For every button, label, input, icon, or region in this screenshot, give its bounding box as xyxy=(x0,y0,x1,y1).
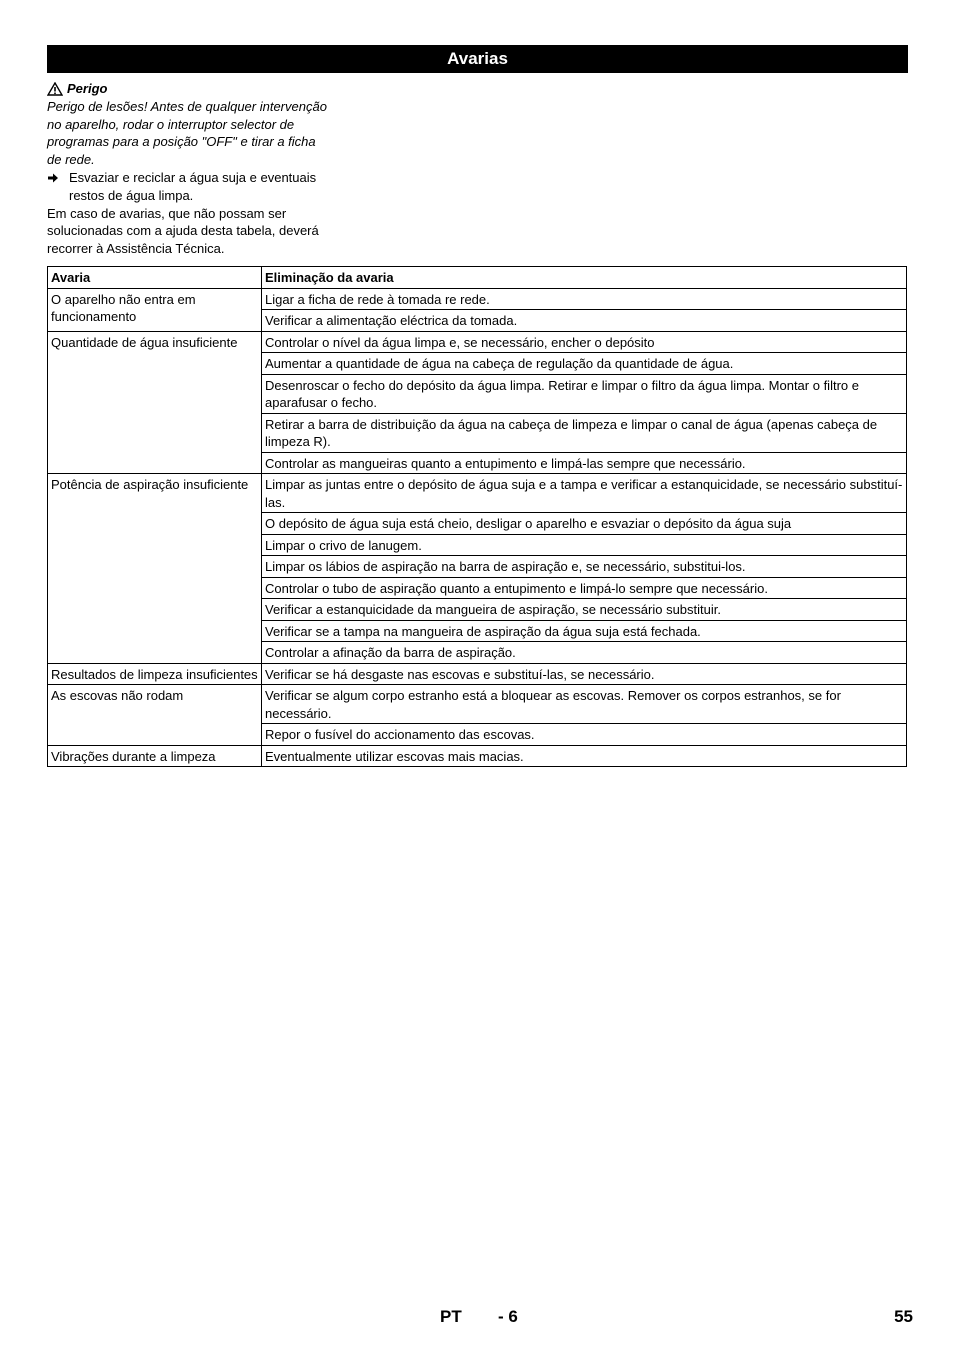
remedy-cell: Retirar a barra de distribuição da água na cabeça de limpeza e limpar o canal de água (apenas cabeça de limpeza R). xyxy=(262,413,907,452)
fault-table xyxy=(47,266,907,767)
danger-text: Perigo de lesões! Antes de qualquer intervenção no aparelho, rodar o interruptor selector de programas para a posição "OFF" e tirar a ficha de rede. xyxy=(47,98,327,168)
column-header-fault: Avaria xyxy=(48,267,262,289)
remedy-cell: Verificar a alimentação eléctrica da tomada. xyxy=(262,310,907,332)
remedy-cell: Repor o fusível do accionamento das escovas. xyxy=(262,724,907,746)
remedy-cell: Controlar a afinação da barra de aspiração. xyxy=(262,642,907,664)
footer-language: PT xyxy=(440,1307,462,1326)
danger-title: Perigo xyxy=(67,81,108,96)
table-row xyxy=(48,288,907,310)
fault-cell: Potência de aspiração insuficiente xyxy=(48,474,262,664)
column-header-remedy: Eliminação da avaria xyxy=(262,267,907,289)
footer-section-page: - 6 xyxy=(498,1307,518,1326)
table-row xyxy=(48,663,907,685)
remedy-cell: O depósito de água suja está cheio, desligar o aparelho e esvaziar o depósito da água suja xyxy=(262,513,907,535)
step-item xyxy=(47,169,327,205)
table-row xyxy=(48,331,907,353)
remedy-cell: Ligar a ficha de rede à tomada re rede. xyxy=(262,288,907,310)
intro-block xyxy=(47,80,327,258)
remedy-cell: Limpar os lábios de aspiração na barra de aspiração e, se necessário, substitui-los. xyxy=(262,556,907,578)
remedy-cell: Eventualmente utilizar escovas mais macias. xyxy=(262,745,907,767)
fault-table-body xyxy=(48,288,907,767)
table-header-row xyxy=(48,267,907,289)
remedy-cell: Verificar se há desgaste nas escovas e substituí-las, se necessário. xyxy=(262,663,907,685)
table-row xyxy=(48,745,907,767)
remedy-cell: Desenroscar o fecho do depósito da água limpa. Retirar e limpar o filtro da água limpa. Montar o filtro e aparafusar o fecho. xyxy=(262,374,907,413)
remedy-cell: Controlar as mangueiras quanto a entupimento e limpá-las sempre que necessário. xyxy=(262,452,907,474)
fault-cell: Resultados de limpeza insuficientes xyxy=(48,663,262,685)
remedy-cell: Verificar a estanquicidade da mangueira de aspiração, se necessário substituir. xyxy=(262,599,907,621)
remedy-cell: Controlar o tubo de aspiração quanto a entupimento e limpá-lo sempre que necessário. xyxy=(262,577,907,599)
note-text: Em caso de avarias, que não possam ser solucionadas com a ajuda desta tabela, deverá recorrer à Assistência Técnica. xyxy=(47,205,319,257)
remedy-cell: Limpar as juntas entre o depósito de água suja e a tampa e verificar a estanquicidade, se necessário substituí-las. xyxy=(262,474,907,513)
step-text: Esvaziar e reciclar a água suja e eventuais restos de água limpa. xyxy=(69,169,317,203)
arrow-right-icon xyxy=(47,169,69,205)
fault-cell: O aparelho não entra em funcionamento xyxy=(48,288,262,331)
remedy-cell: Limpar o crivo de lanugem. xyxy=(262,534,907,556)
table-row xyxy=(48,474,907,513)
section-title: Avarias xyxy=(47,45,908,73)
remedy-cell: Controlar o nível da água limpa e, se necessário, encher o depósito xyxy=(262,331,907,353)
page-number: 55 xyxy=(894,1307,913,1326)
remedy-cell: Verificar se algum corpo estranho está a bloquear as escovas. Remover os corpos estranhos, se for necessário. xyxy=(262,685,907,724)
fault-cell: Vibrações durante a limpeza xyxy=(48,745,262,767)
remedy-cell: Verificar se a tampa na mangueira de aspiração da água suja está fechada. xyxy=(262,620,907,642)
fault-cell: Quantidade de água insuficiente xyxy=(48,331,262,474)
warning-triangle-icon xyxy=(47,82,63,96)
danger-heading xyxy=(47,80,327,98)
table-row xyxy=(48,685,907,724)
fault-cell: As escovas não rodam xyxy=(48,685,262,746)
remedy-cell: Aumentar a quantidade de água na cabeça de regulação da quantidade de água. xyxy=(262,353,907,375)
